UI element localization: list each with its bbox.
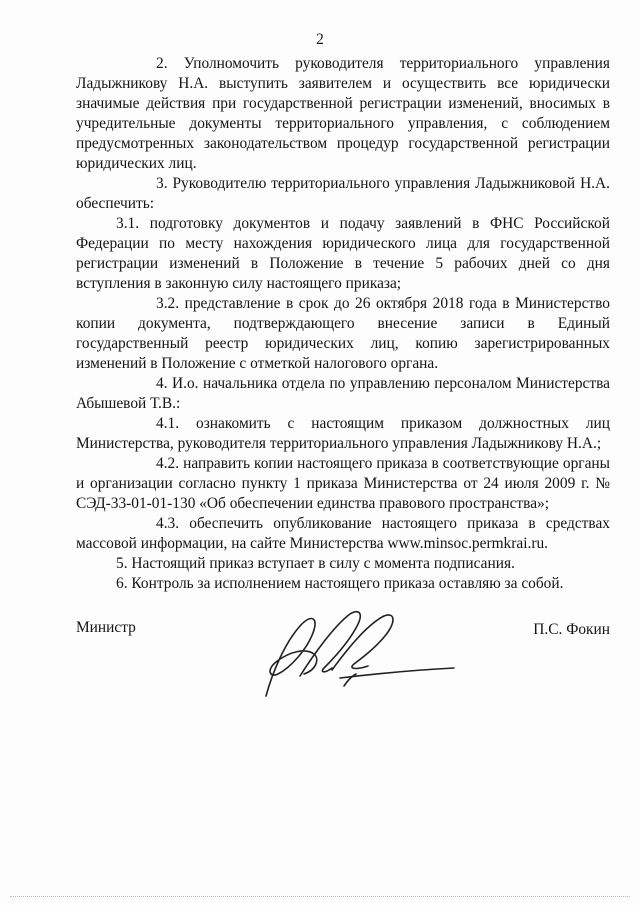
order-body (76, 54, 610, 594)
paragraph-4 (76, 374, 610, 414)
paragraph-2 (76, 54, 610, 174)
paragraph-3 (76, 174, 610, 214)
paragraph-number: 3.1. (116, 215, 140, 232)
paragraph-5 (76, 554, 610, 574)
paragraph-number: 6. (116, 575, 128, 592)
paragraph-4-3 (76, 514, 610, 554)
handwritten-signature (244, 604, 494, 709)
signatory-name: П.С. Фокин (533, 621, 610, 638)
paragraph-number: 5. (116, 555, 128, 572)
paragraph-text: направить копии настоящего приказа в соответствующие органы и организации согласно пункту 1 приказа Министерства от 24 июля 2009 г. № СЭД-33-01-01-130 «Об обеспечении единства правового пространства»; (76, 455, 610, 512)
paragraph-4-2 (76, 454, 610, 514)
paragraph-4-1 (76, 414, 610, 454)
paragraph-3-2 (76, 294, 610, 374)
paragraph-text: подготовку документов и подачу заявлений в ФНС Российской Федерации по месту нахождения юридического лица для государственной регистрации изменений в Положение в течение 5 рабочих дней со дня вступления в законную силу настоящего приказа; (76, 215, 610, 292)
scan-edge-line (10, 896, 630, 899)
paragraph-3-1 (76, 214, 610, 294)
paragraph-text: Уполномочить руководителя территориального управления Ладыжникову Н.А. выступить заявителем и осуществить все юридически значимые действия при государственной регистрации изменений, вносимых в учредительные документы территориального управления, с соблюдением предусмотренных законодательством процедур государственной регистрации юридических лиц. (76, 55, 610, 172)
paragraph-number: 4.2. (156, 455, 180, 472)
paragraph-text: ознакомить с настоящим приказом должностных лиц Министерства, руководителя территориального управления Ладыжникову Н.А.; (76, 415, 610, 452)
paragraph-text: Руководителю территориального управления Ладыжниковой Н.А. обеспечить: (76, 175, 610, 212)
paragraph-number: 3.2. (156, 295, 180, 312)
paragraph-text: Контроль за исполнением настоящего приказа оставляю за собой. (131, 575, 564, 592)
paragraph-number: 2. (156, 55, 168, 72)
signature-block (76, 604, 610, 714)
signatory-title: Министр (76, 619, 136, 636)
paragraph-text: И.о. начальника отдела по управлению персоналом Министерства Абышевой Т.В.: (76, 375, 610, 412)
page-number: 2 (316, 31, 324, 48)
paragraph-text: Настоящий приказ вступает в силу с момента подписания. (131, 555, 515, 572)
paragraph-text: представление в срок до 26 октября 2018 года в Министерство копии документа, подтверждающего внесение записи в Единый государственный реестр юридических лиц, копию зарегистрированных изменений в Положение с отметкой налогового органа. (76, 295, 610, 372)
paragraph-6 (76, 574, 610, 594)
paragraph-number: 4.3. (156, 515, 180, 532)
paragraph-number: 4. (156, 375, 168, 392)
paragraph-text: обеспечить опубликование настоящего приказа в средствах массовой информации, на сайте Министерства www.minsoc.permkrai.ru. (76, 515, 610, 552)
paragraph-number: 4.1. (156, 415, 180, 432)
paragraph-number: 3. (156, 175, 168, 192)
